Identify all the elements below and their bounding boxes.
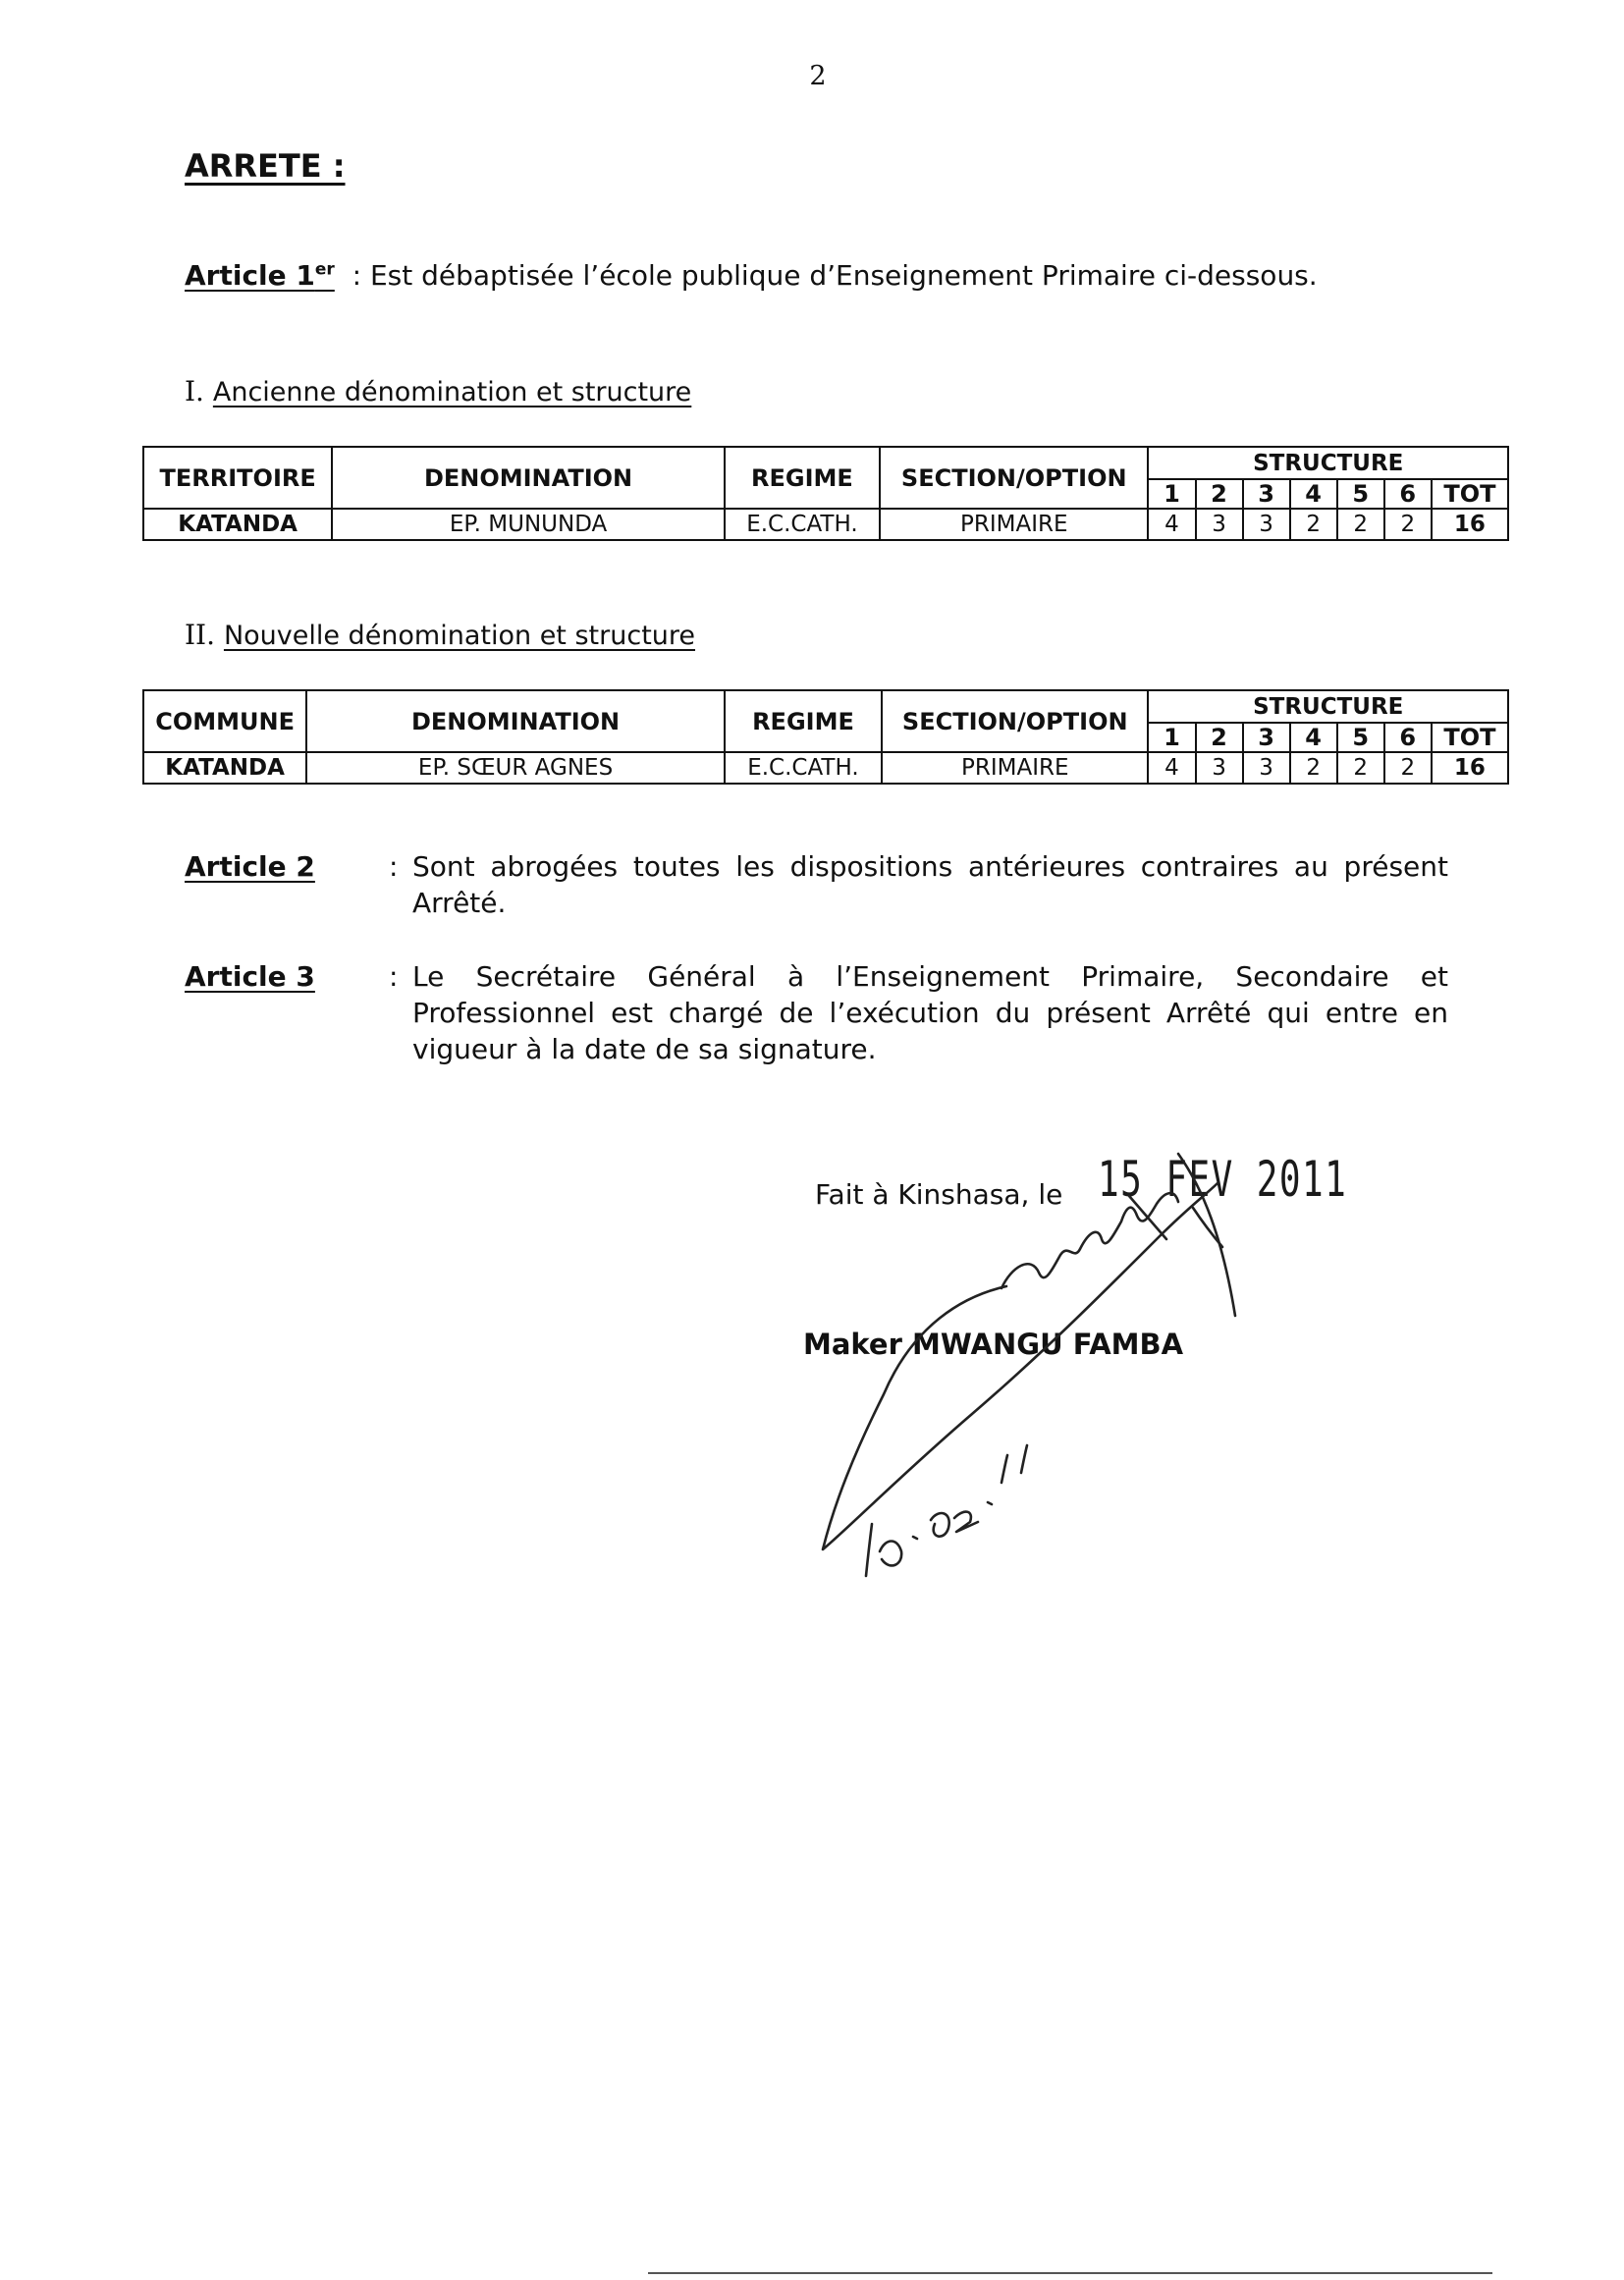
structure-col-1: 1: [1148, 479, 1195, 509]
article-3-colon: :: [389, 960, 399, 993]
cell-commune: KATANDA: [143, 752, 306, 784]
structure-col-5: 5: [1337, 479, 1384, 509]
structure-col-4: 4: [1290, 723, 1337, 752]
cell-structure-1: 4: [1148, 509, 1195, 540]
cell-structure-1: 4: [1148, 752, 1195, 784]
header-structure: STRUCTURE: [1148, 690, 1508, 723]
article-1-label: Article 1er: [185, 259, 335, 292]
cell-structure-2: 3: [1196, 752, 1243, 784]
structure-col-tot: TOT: [1432, 479, 1508, 509]
structure-col-tot: TOT: [1432, 723, 1508, 752]
table-row: [143, 509, 1508, 540]
header-denomination: DENOMINATION: [306, 690, 725, 752]
cell-structure-6: 2: [1384, 752, 1432, 784]
cell-denomination: EP. MUNUNDA: [332, 509, 725, 540]
structure-col-6: 6: [1384, 479, 1432, 509]
structure-col-2: 2: [1196, 479, 1243, 509]
place-date-line: Fait à Kinshasa, le: [815, 1178, 1063, 1211]
cell-structure-6: 2: [1384, 509, 1432, 540]
article-1: [185, 259, 1318, 292]
new-structure-table: [142, 689, 1509, 785]
signer-name: Maker MWANGU FAMBA: [803, 1328, 1184, 1361]
structure-col-3: 3: [1243, 479, 1290, 509]
article-2-colon: :: [389, 850, 399, 883]
header-section-option: SECTION/OPTION: [882, 690, 1148, 752]
header-regime: REGIME: [725, 690, 882, 752]
structure-col-1: 1: [1148, 723, 1195, 752]
structure-col-2: 2: [1196, 723, 1243, 752]
cell-section: PRIMAIRE: [880, 509, 1148, 540]
cell-structure-4: 2: [1290, 752, 1337, 784]
cell-regime: E.C.CATH.: [725, 752, 882, 784]
article-3: [185, 958, 1451, 1076]
header-structure: STRUCTURE: [1148, 447, 1508, 479]
cell-structure-2: 3: [1196, 509, 1243, 540]
structure-col-4: 4: [1290, 479, 1337, 509]
structure-col-3: 3: [1243, 723, 1290, 752]
cell-structure-3: 3: [1243, 752, 1290, 784]
date-stamp: 15 FEV 2011: [1098, 1151, 1348, 1208]
old-structure-table: [142, 446, 1509, 541]
cell-structure-4: 2: [1290, 509, 1337, 540]
article-2-text: Sont abrogées toutes les dispositions antérieures contraires au présent Arrêté.: [412, 850, 1448, 919]
cell-regime: E.C.CATH.: [725, 509, 880, 540]
document-title: ARRETE :: [185, 147, 346, 185]
section-2-heading: II. Nouvelle dénomination et structure: [185, 619, 696, 651]
cell-structure-tot: 16: [1432, 509, 1508, 540]
structure-col-6: 6: [1384, 723, 1432, 752]
header-territoire: TERRITOIRE: [143, 447, 332, 509]
cell-structure-5: 2: [1337, 752, 1384, 784]
cell-structure-3: 3: [1243, 509, 1290, 540]
cell-denomination: EP. SŒUR AGNES: [306, 752, 725, 784]
header-section-option: SECTION/OPTION: [880, 447, 1148, 509]
structure-col-5: 5: [1337, 723, 1384, 752]
header-commune: COMMUNE: [143, 690, 306, 752]
article-2-label: Article 2: [185, 850, 315, 883]
cell-territoire: KATANDA: [143, 509, 332, 540]
header-denomination: DENOMINATION: [332, 447, 725, 509]
article-3-label: Article 3: [185, 960, 315, 993]
table-row: [143, 752, 1508, 784]
header-regime: REGIME: [725, 447, 880, 509]
cell-structure-tot: 16: [1432, 752, 1508, 784]
cell-structure-5: 2: [1337, 509, 1384, 540]
article-1-text: : Est débaptisée l’école publique d’Enseignement Primaire ci-dessous.: [352, 259, 1318, 292]
page-number: 2: [809, 61, 827, 91]
article-3-text: Le Secrétaire Général à l’Enseignement Primaire, Secondaire et Professionnel est chargé de l’exécution du présent Arrêté qui entre en vigueur à la date de sa signature.: [412, 960, 1448, 1065]
bottom-rule: [648, 2272, 1492, 2274]
cell-section: PRIMAIRE: [882, 752, 1148, 784]
article-2: [185, 848, 1451, 927]
section-1-heading: I. Ancienne dénomination et structure: [185, 375, 692, 407]
